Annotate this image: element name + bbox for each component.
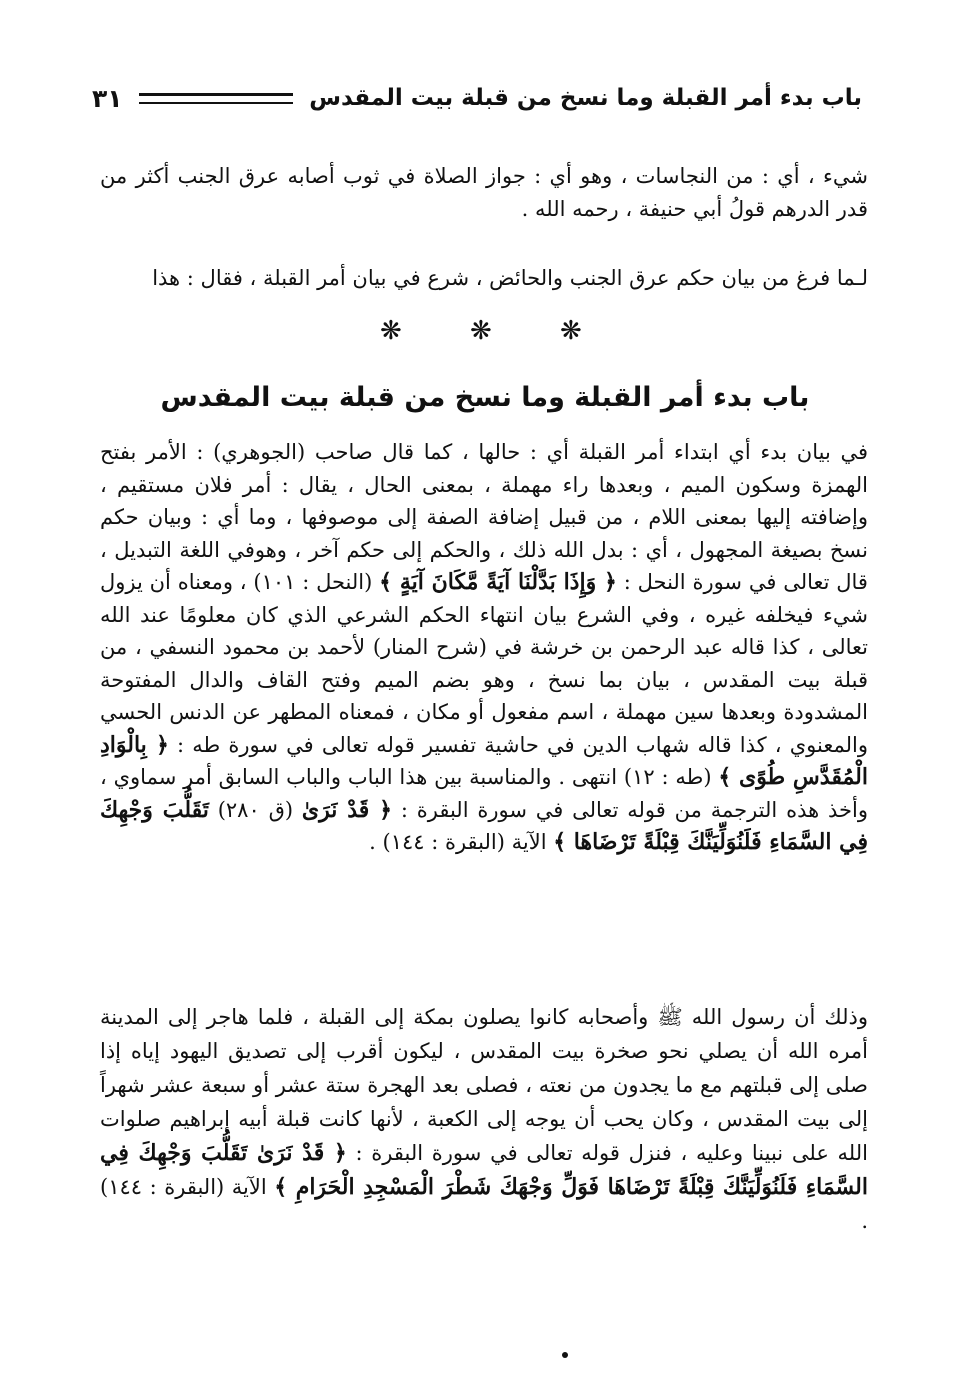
manuscript-folio-ref: (ق ٢٨٠) (217, 797, 294, 822)
paragraph-narrative (100, 1000, 868, 1238)
paragraph-commentary (100, 436, 868, 859)
quran-verse: ﴿ قَدْ نَرَىٰ (301, 796, 392, 823)
asterism-mark: ❋ (470, 316, 492, 346)
chapter-heading: باب بدء أمر القبلة وما نسخ من قبلة بيت المقدس (160, 382, 810, 413)
asterism-mark: ❋ (560, 316, 582, 346)
text-run: في بيان بدء أي ابتداء أمر القبلة أي : حالها ، كما قال صاحب (الجوهري) : الأمر بفتح الهمزة وسكون الميم ، وبعدها راء مهملة ، بمعنى الحال ، يقال : أمر فلان مستقيم ، وإضافته إليها بمعنى اللام ، من قبيل إضافة الصفة إلى موصوفها ، وما أي : وبيان حكم نسخ بصيغة المجهول ، أي : بدل الله ذلك ، والحكم إلى حكم آخر ، وهوفي اللغة التبديل ، قال تعالى في سورة النحل : (100, 440, 868, 594)
footer-dot (562, 1352, 568, 1358)
text-run: الآية (البقرة : ١٤٤) . (369, 830, 547, 854)
quran-verse: ﴿ بِالْوَادِ الْمُقَدَّسِ طُوًى ﴾ (100, 731, 868, 790)
quran-verse: ﴿ وَإِذَا بَدَّلْنَا آيَةً مَّكَانَ آيَةٍ ﴾ (379, 569, 617, 595)
text-run: الآية (البقرة : ١٤٤) . (100, 1175, 868, 1233)
section-separator (380, 316, 580, 346)
page-number: ٣١ (92, 83, 123, 113)
text-run: (طه : ١٢) انتهى . والمناسبة بين هذا الباب والباب السابق أمر سماوي ، وأخذ هذه الترجمة من قوله تعالى في سورة البقرة : (100, 765, 868, 822)
running-title: باب بدء أمر القبلة وما نسخ من قبلة بيت المقدس (309, 85, 862, 111)
header-rule (139, 93, 294, 104)
asterism-mark: ❋ (380, 316, 402, 346)
quran-verse: ﴿ قَدْ نَرَىٰ تَقَلُّبَ وَجْهِكَ فِي السَّمَاءِ فَلَنُوَلِّيَنَّكَ قِبْلَةً تَرْضَاهَا فَوَلِّ وَجْهَكَ شَطْرَ الْمَسْجِدِ الْحَرَامِ ﴾ (100, 1140, 868, 1200)
running-header (92, 78, 862, 118)
text-run: (النحل : ١٠١) ، ومعناه أن يزول شيء فيخلفه غيره ، وفي الشرع بيان انتهاء الحكم الشرعي الذي كان معلومًا عند الله تعالى ، كذا قاله عبد الرحمن بن خرشة في (شرح المنار) لأحمد بن محمود النسفي ، من قبلة بيت المقدس ، بيان بما نسخ ، وهو بضم الميم وفتح القاف والدال المفتوحة المشدودة وبعدها سين مهملة ، اسم مفعول أو مكان ، فمعناه المطهر عن الدنس الحسي والمعنوي ، كذا قاله شهاب الدين في حاشية تفسير قوله تعالى في سورة طه : (100, 570, 868, 757)
quran-verse: تَقَلُّبَ وَجْهِكَ فِي السَّمَاءِ فَلَنُوَلِّيَنَّكَ قِبْلَةً تَرْضَاهَا ﴾ (100, 796, 868, 855)
text-run: وذلك أن رسول الله ﷺ وأصحابه كانوا يصلون بمكة إلى القبلة ، فلما هاجر إلى المدينة أمره الله أن يصلي نحو صخرة بيت المقدس ، ليكون أقرب إلى تصديق اليهود إياه إذا صلى إلى قبلتهم مع ما يجدون من نعته ، فصلى بعد الهجرة ستة عشر أو سبعة عشر شهراً إلى بيت المقدس ، وكان يحب أن يوجه إلى الكعبة ، لأنها كانت قبلة أبيه إبراهيم صلوات الله على نبينا وعليه ، فنزل قوله تعالى في سورة البقرة : (100, 1005, 868, 1165)
paragraph-transition: لـما فرغ من بيان حكم عرق الجنب والحائض ، شرع في بيان أمر القبلة ، فقال : هذا (152, 266, 868, 290)
paragraph-continuation: شيء ، أي : من النجاسات ، وهو أي : جواز الصلاة في ثوب أصابه عرق الجنب أكثر من قدر الدرهم قولُ أبي حنيفة ، رحمه الله . (100, 164, 868, 221)
